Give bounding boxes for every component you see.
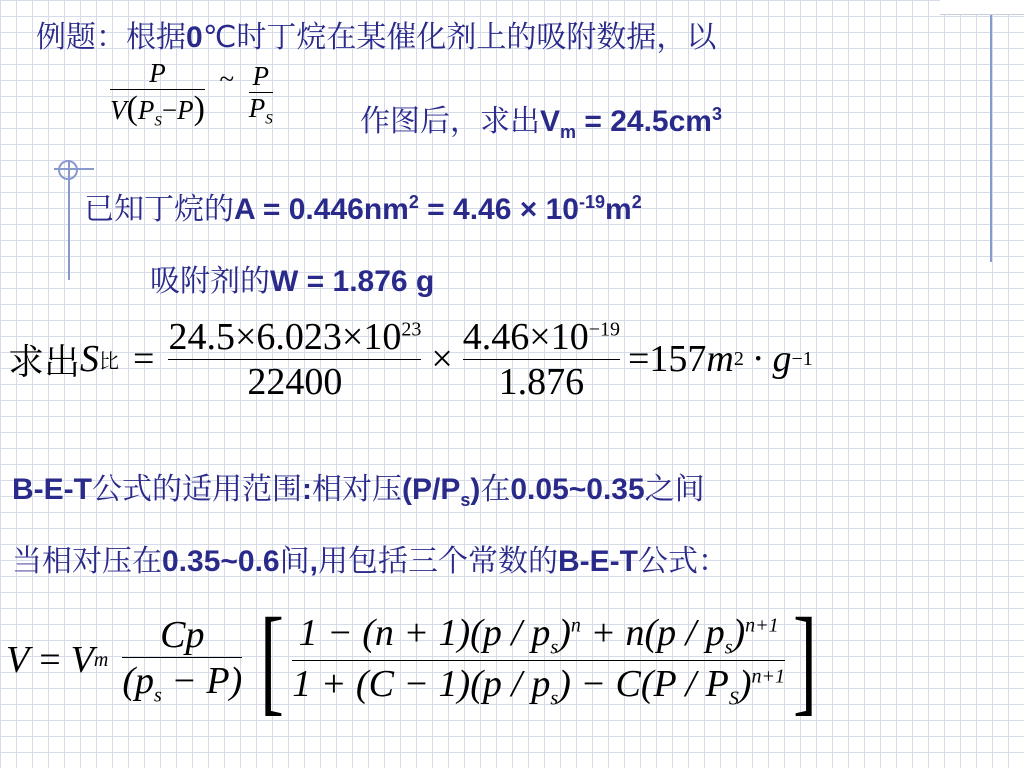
tilde-sign: ~	[219, 63, 235, 94]
when-text: 当相对压在	[12, 544, 162, 579]
colon: :	[301, 473, 312, 506]
three-constant-text: 用包括三个常数的	[317, 544, 558, 579]
sf-f2-denominator: 1.876	[498, 361, 585, 403]
decor-circle	[58, 160, 78, 180]
sf-f1-numerator	[168, 314, 421, 359]
f1-num-exp: 23	[401, 318, 422, 341]
title-bold-zero: 0	[186, 21, 203, 54]
bn-1: 1 − (n + 1)(p / p	[298, 611, 551, 654]
sf-equals: =	[133, 338, 155, 380]
f1-num: 24.5×6.023×10	[168, 316, 402, 358]
weight-value: W = 1.876 g	[270, 265, 435, 298]
title-prefix: 例题：根据	[36, 20, 186, 55]
surface-area-formula	[8, 314, 813, 404]
den-minus: −	[161, 95, 178, 125]
decor-top-right-block	[940, 0, 1024, 15]
f2-num: 4.46×10	[462, 316, 589, 358]
area-known-line	[84, 184, 642, 228]
bd-s1: s	[550, 687, 559, 710]
sf-times: ×	[431, 338, 453, 380]
bn-exp2: n+1	[745, 614, 779, 637]
sf-f2-numerator	[463, 314, 620, 359]
bet-Cp: Cp	[160, 613, 205, 656]
pressure-ratio-close: )	[470, 473, 481, 506]
bet-den-rest: − P)	[161, 659, 243, 702]
decor-vertical-line-right	[990, 0, 992, 262]
lhs-denominator	[110, 90, 205, 130]
bet-equals: =	[39, 639, 61, 681]
bet-formula	[6, 592, 825, 728]
area-value-nm: A = 0.446nm	[234, 193, 409, 226]
area-prefix: 已知丁烷的	[84, 192, 234, 227]
plot-formula-rhs	[249, 61, 273, 128]
sf-dot: ·	[751, 338, 765, 380]
bet-range-line	[12, 464, 705, 511]
relative-pressure-text: 相对压	[311, 472, 402, 507]
bet-three-constant-line	[12, 536, 728, 580]
vm-exponent: 3	[711, 104, 722, 124]
pressure-ratio-sub: s	[460, 490, 471, 510]
bn-mid: + n(p / p	[580, 611, 725, 654]
plot-formula-lhs	[110, 58, 205, 130]
bet-label-2: B-E-T	[557, 545, 638, 578]
rhs-denominator	[249, 93, 273, 128]
lhs-numerator: P	[149, 58, 166, 88]
paren-open: (	[126, 90, 138, 127]
example-title-line	[36, 12, 716, 56]
range-value: 0.05~0.35	[510, 473, 645, 506]
title-suffix: ℃时丁烷在某催化剂上的吸附数据，以	[202, 20, 717, 55]
weight-prefix: 吸附剂的	[150, 264, 270, 299]
bet-first-den	[122, 658, 242, 708]
bn-e2: )	[732, 611, 746, 654]
bd-exp: n+1	[751, 664, 785, 687]
bn-s2: s	[724, 636, 733, 659]
paren-close: )	[193, 90, 205, 127]
range-value-2: 0.35~0.6	[162, 545, 280, 578]
bet-bracket-num	[299, 610, 779, 660]
rhs-den-sub-S: S	[265, 110, 273, 127]
sf-fraction-1	[168, 314, 421, 404]
sf-unit-m-exp: 2	[733, 347, 744, 370]
sf-unit-g-exp: −1	[791, 347, 813, 370]
den-P2: P	[177, 95, 194, 125]
bn-e1: )	[558, 611, 571, 654]
bet-first-fraction	[122, 613, 242, 708]
comma: ,	[309, 545, 318, 578]
area-exp3: 2	[631, 192, 642, 212]
sf-lead: 求出	[8, 341, 81, 383]
sf-unit-m: m	[706, 338, 734, 380]
bet-den-sub: s	[153, 684, 162, 707]
vm-prefix: 作图后，求出	[360, 104, 540, 139]
rhs-numerator: P	[252, 60, 269, 91]
bn-exp1: n	[570, 614, 581, 637]
den-sub-S: S	[154, 113, 162, 130]
vm-sub-m: m	[560, 122, 577, 142]
bd-e: )	[738, 662, 752, 705]
den-V: V	[110, 95, 127, 125]
f2-num-exp: −19	[588, 318, 620, 341]
bd-S: S	[728, 687, 739, 710]
adsorbent-weight-line	[150, 256, 434, 300]
bet-den-p: (p	[122, 659, 154, 702]
formula-text: 公式：	[637, 544, 728, 579]
bet-label: B-E-T	[12, 473, 92, 506]
sf-unit-g: g	[772, 338, 792, 380]
area-exp2: -19	[578, 192, 605, 212]
vm-V: V	[540, 105, 561, 138]
between-text-2: 间	[279, 544, 310, 579]
sf-fraction-2	[463, 314, 620, 404]
right-bracket: ]	[792, 593, 817, 726]
bd-1: 1 + (C − 1)(p / p	[292, 662, 551, 705]
bet-bracket-den	[292, 661, 785, 711]
left-bracket: [	[260, 593, 285, 726]
rhs-den-P: P	[248, 92, 266, 123]
pressure-ratio: (P/P	[401, 473, 461, 506]
bd-mid: ) − C(P / P	[558, 662, 729, 705]
sf-S-sub: 比	[99, 348, 120, 373]
plot-formula	[110, 58, 273, 130]
bet-bracket-fraction	[292, 610, 785, 710]
vm-value: = 24.5cm	[576, 105, 712, 138]
sf-f1-denominator: 22400	[247, 361, 343, 403]
area-exp1: 2	[408, 192, 419, 212]
decor-horizontal-line	[54, 168, 94, 170]
between-text: 之间	[644, 472, 705, 507]
den-P: P	[137, 95, 155, 125]
bn-s1: s	[550, 636, 559, 659]
bet-Vm: V	[70, 639, 94, 681]
sf-S: S	[80, 338, 100, 380]
bet-V: V	[6, 639, 30, 681]
area-value-m: = 4.46 × 10	[418, 193, 579, 226]
sf-result: =157	[627, 338, 707, 380]
area-unit: m	[605, 193, 632, 226]
bet-Vm-sub: m	[93, 648, 109, 671]
bet-range-text: 公式的适用范围	[91, 472, 302, 507]
vm-result-line	[360, 96, 722, 143]
at-text: 在	[480, 472, 511, 507]
